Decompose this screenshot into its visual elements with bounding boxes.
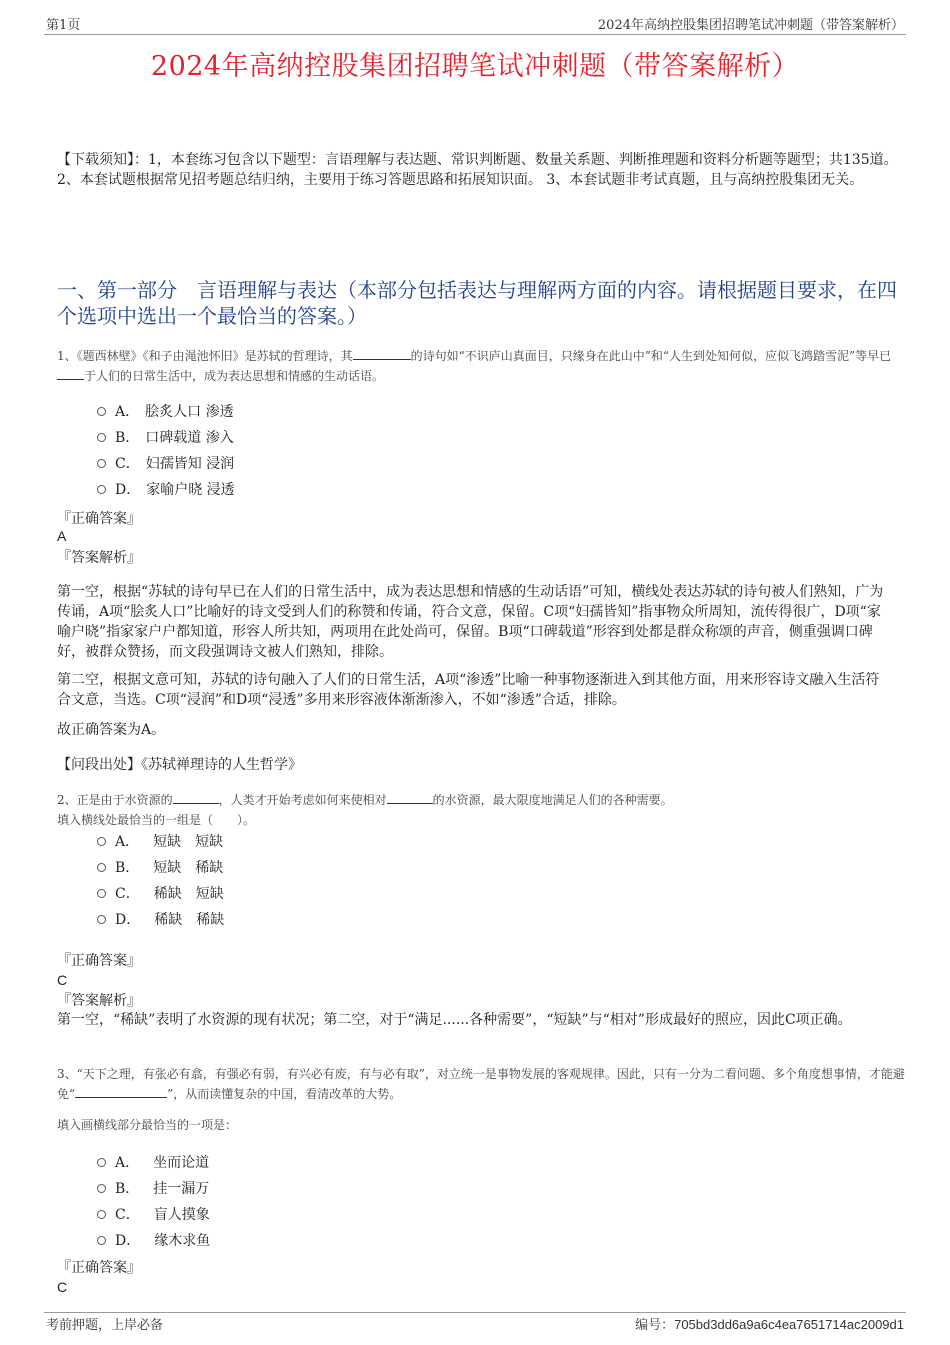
question-2-stem: 2、正是由于水资源的 ，人类才开始考虑如何来使相对 的水资源，最大限度地满足人们的各种需要。: [57, 790, 907, 810]
radio-icon[interactable]: [97, 1236, 106, 1245]
page-number: 第1页: [46, 18, 81, 33]
q1-blank-1: [353, 346, 411, 360]
radio-icon[interactable]: [97, 837, 106, 846]
q1-text-1: 1、《题西林壁》《和子由渑池怀旧》是苏轼的哲理诗，其: [57, 349, 353, 363]
q2-analysis-label: 『答案解析』: [57, 993, 141, 1009]
page-title: 2024年高纳控股集团招聘笔试冲刺题（带答案解析）: [150, 51, 800, 82]
radio-icon[interactable]: [97, 863, 106, 872]
footer-slogan: 考前押题，上岸必备: [46, 1318, 164, 1333]
q3-option-d[interactable]: D． 缘木求鱼: [97, 1231, 210, 1251]
q3-answer: C: [57, 1279, 68, 1295]
q1-blank-2: [57, 366, 84, 380]
radio-icon[interactable]: [97, 433, 106, 442]
radio-icon[interactable]: [97, 889, 106, 898]
q1-text-3: 于人们的日常生活中，成为表达思想和情感的生动话语。: [84, 369, 385, 383]
q2-option-c[interactable]: C． 稀缺 短缺: [97, 884, 224, 904]
q2-correct-answer-label: 『正确答案』: [57, 953, 141, 969]
q1-option-a[interactable]: A． 脍炙人口 渗透: [97, 402, 234, 422]
q2-analysis: 第一空，“稀缺”表明了水资源的现有状况；第二空，对于“满足......各种需要”，“短缺”与“相对”形成最好的照应，因此C项正确。: [57, 1012, 852, 1028]
q1-option-d[interactable]: D． 家喻户晓 浸透: [97, 480, 235, 500]
q3-option-a[interactable]: A． 坐而论道: [97, 1153, 209, 1173]
q3-option-c[interactable]: C． 盲人摸象: [97, 1205, 210, 1225]
q1-conclusion: 故正确答案为A。: [57, 722, 166, 738]
question-3-stem: 3、“天下之理，有张必有翕，有强必有弱，有兴必有废，有与必有取”，对立统一是事物发展的客观规律。因此，只有一分为二看问题、多个角度想事情，才能避免“ ”，从而读懂复杂的中国，看清改革的大势。: [57, 1067, 905, 1101]
radio-icon[interactable]: [97, 915, 106, 924]
q2-option-a[interactable]: A． 短缺 短缺: [97, 832, 223, 852]
q1-analysis-paragraph-2: 第二空，根据文意可知，苏轼的诗句融入了人们的日常生活，A项“渗透”比喻一种事物逐渐进入到其他方面，用来形容诗文融入生活符合文意，当选。C项“浸润”和D项“浸透”多用来形容液体渐渐渗入，不如“渗透”合适，排除。: [57, 672, 880, 708]
q1-text-2: 的诗句如“不识庐山真面目，只缘身在此山中”和“人生到处知何似，应似飞鸿踏雪泥”等早已: [410, 349, 892, 363]
q2-blank-1: [173, 790, 219, 804]
header-divider: [44, 34, 906, 35]
q3-correct-answer-label: 『正确答案』: [57, 1260, 141, 1276]
radio-icon[interactable]: [97, 1184, 106, 1193]
q2-answer: C: [57, 972, 68, 988]
radio-icon[interactable]: [97, 407, 106, 416]
q1-option-c[interactable]: C． 妇孺皆知 浸润: [97, 454, 234, 474]
footer-code: 编号：705bd3dd6a9a6c4ea7651714ac2009d1: [635, 1317, 904, 1333]
q2-option-b[interactable]: B． 短缺 稀缺: [97, 858, 223, 878]
q2-blank-2: [387, 790, 433, 804]
question-1-stem: [57, 346, 907, 386]
radio-icon[interactable]: [97, 459, 106, 468]
q1-analysis-label: 『答案解析』: [57, 550, 141, 566]
q3-blank: [75, 1084, 167, 1098]
question-2-instruction: 填入横线处最恰当的一组是（ ）。: [57, 813, 256, 827]
radio-icon[interactable]: [97, 1158, 106, 1167]
q1-analysis-paragraph-1: 第一空，根据“苏轼的诗句早已在人们的日常生活中，成为表达思想和情感的生动话语”可知，横线处表达苏轼的诗句被人们熟知，广为传诵，A项“脍炙人口”比喻好的诗文受到人们的称赞和传诵，符合文意，保留。C项“妇孺皆知”指事物众所周知，流传得很广，D项“家喻户晓”指家家户户都知道，形容人所共知，两项用在此处尚可，保留。B项“口碑载道”形容到处都是群众称颂的声音，侧重强调口碑好，被群众赞扬，而文段强调诗文被人们熟知，排除。: [57, 584, 884, 660]
download-notice: 【下载须知】：1，本套练习包含以下题型：言语理解与表达题、常识判断题、数量关系题、判断推理题和资料分析题等题型；共135道。 2、本套试题根据常见招考题总结归纳，主要用于练习答题思路和拓展知识面。 3、本套试题非考试真题，且与高纳控股集团无关。: [57, 152, 898, 188]
q1-correct-answer-label: 『正确答案』: [57, 511, 141, 527]
footer-divider: [44, 1312, 906, 1313]
section-heading: 一、第一部分 言语理解与表达（本部分包括表达与理解两方面的内容。请根据题目要求，在四个选项中选出一个最恰当的答案。）: [57, 278, 897, 328]
radio-icon[interactable]: [97, 1210, 106, 1219]
question-3-instruction: 填入画横线部分最恰当的一项是：: [57, 1118, 238, 1132]
q1-source: 【问段出处】《苏轼禅理诗的人生哲学》: [57, 757, 302, 773]
q2-option-d[interactable]: D． 稀缺 稀缺: [97, 910, 224, 930]
q1-option-b[interactable]: B． 口碑载道 渗入: [97, 428, 234, 448]
radio-icon[interactable]: [97, 485, 106, 494]
header-doc-title: 2024年高纳控股集团招聘笔试冲刺题（带答案解析）: [597, 18, 904, 33]
q3-option-b[interactable]: B． 挂一漏万: [97, 1179, 209, 1199]
q1-answer: A: [57, 528, 67, 544]
